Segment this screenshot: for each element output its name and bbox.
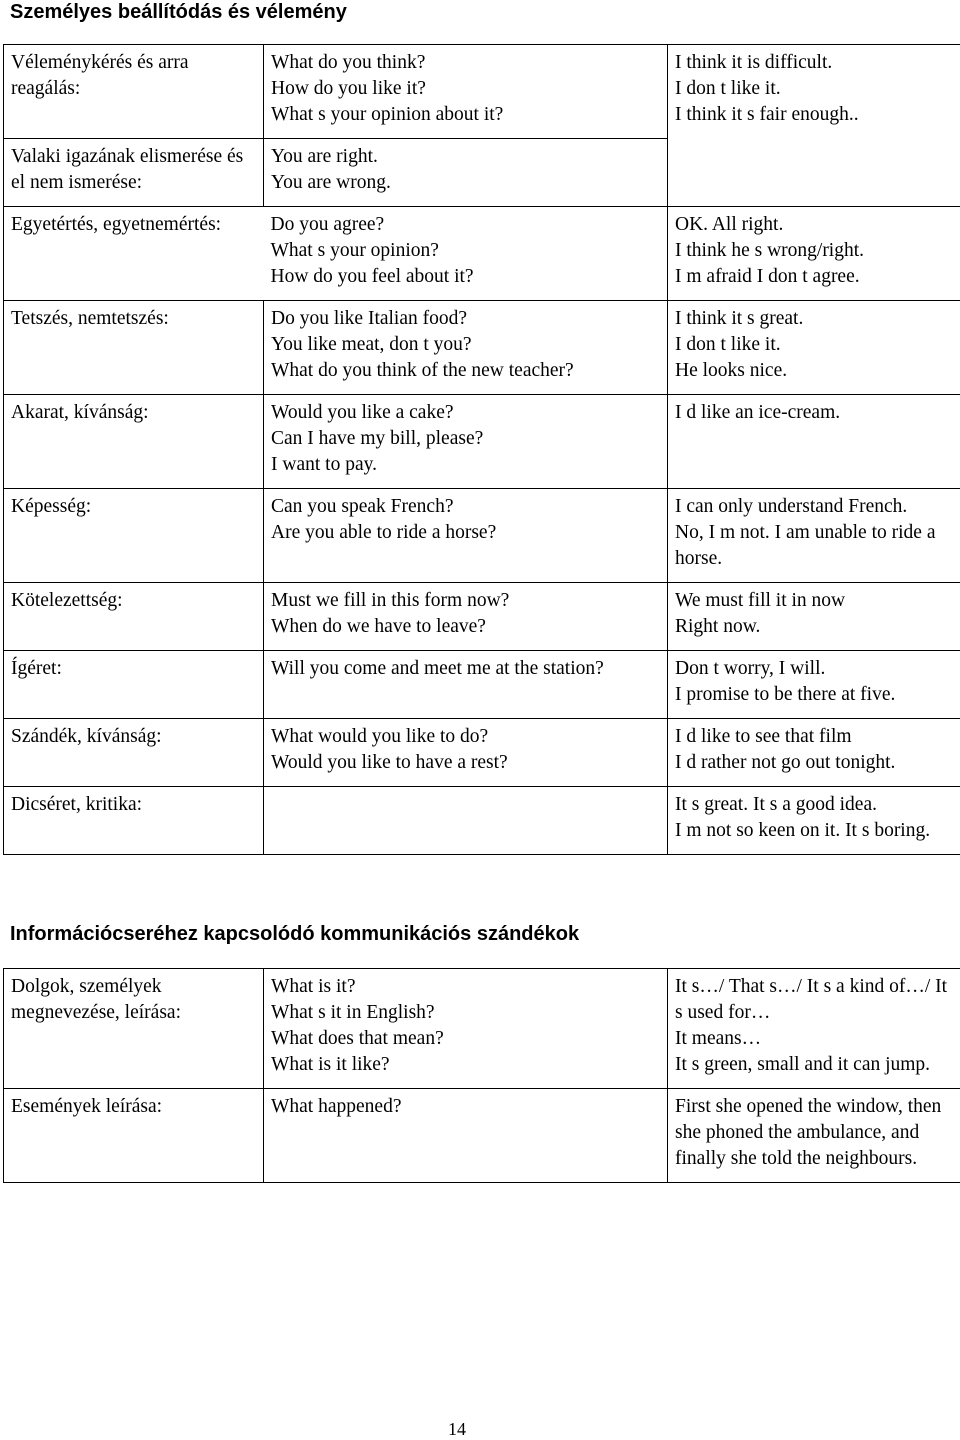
table-row xyxy=(4,651,960,719)
row-questions: Must we fill in this form now? When do we have to leave? xyxy=(264,583,668,651)
row-answers: It s…/ That s…/ It s a kind of…/ It s used for… It means… It s green, small and it can jump. xyxy=(668,969,960,1089)
section-title-attitudes: Személyes beállítódás és vélemény xyxy=(10,1,347,23)
row-questions: What happened? xyxy=(264,1089,668,1183)
row-label: Dolgok, személyek megnevezése, leírása: xyxy=(4,969,264,1089)
table-row xyxy=(4,45,960,139)
row-label: Szándék, kívánság: xyxy=(4,719,264,787)
information-table xyxy=(3,968,960,1183)
page-number: 14 xyxy=(448,1419,466,1439)
row-label: Események leírása: xyxy=(4,1089,264,1183)
row-answers: We must fill it in now Right now. xyxy=(668,583,960,651)
row-label: Kötelezettség: xyxy=(4,583,264,651)
table-row xyxy=(4,139,960,207)
section-title-information: Információcseréhez kapcsolódó kommunikációs szándékok xyxy=(10,923,580,945)
table-row xyxy=(4,719,960,787)
row-answers: First she opened the window, then she phoned the ambulance, and finally she told the neighbours. xyxy=(668,1089,960,1183)
attitudes-table xyxy=(3,44,960,855)
row-questions: What would you like to do? Would you like to have a rest? xyxy=(264,719,668,787)
table-row xyxy=(4,787,960,855)
row-questions: Do you like Italian food? You like meat, don t you? What do you think of the new teacher? xyxy=(264,301,668,395)
table-row xyxy=(4,583,960,651)
row-questions: What do you think? How do you like it? What s your opinion about it? xyxy=(264,45,668,139)
row-questions: You are right. You are wrong. xyxy=(264,139,668,207)
row-answers: Don t worry, I will. I promise to be there at five. xyxy=(668,651,960,719)
row-answers: I think it is difficult. I don t like it. I think it s fair enough.. xyxy=(668,45,960,139)
table-row xyxy=(4,301,960,395)
row-label: Valaki igazának elismerése és el nem ismerése: xyxy=(4,139,264,207)
row-label: Akarat, kívánság: xyxy=(4,395,264,489)
row-questions: Do you agree? What s your opinion? How do you feel about it? xyxy=(264,207,668,301)
row-label: Egyetértés, egyetnemértés: xyxy=(4,207,264,301)
row-questions: Would you like a cake? Can I have my bill, please? I want to pay. xyxy=(264,395,668,489)
row-answers: OK. All right. I think he s wrong/right. I m afraid I don t agree. xyxy=(668,207,960,301)
table-row xyxy=(4,395,960,489)
row-label: Véleménykérés és arra reagálás: xyxy=(4,45,264,139)
row-answers xyxy=(668,139,960,207)
row-answers: I d like to see that film I d rather not go out tonight. xyxy=(668,719,960,787)
row-label: Dicséret, kritika: xyxy=(4,787,264,855)
row-label: Ígéret: xyxy=(4,651,264,719)
table-row xyxy=(4,207,960,301)
row-answers: I d like an ice-cream. xyxy=(668,395,960,489)
row-answers: I think it s great. I don t like it. He looks nice. xyxy=(668,301,960,395)
table-row xyxy=(4,969,960,1089)
row-label: Képesség: xyxy=(4,489,264,583)
row-questions xyxy=(264,787,668,855)
row-answers: I can only understand French. No, I m not. I am unable to ride a horse. xyxy=(668,489,960,583)
table-row xyxy=(4,489,960,583)
row-answers: It s great. It s a good idea. I m not so keen on it. It s boring. xyxy=(668,787,960,855)
row-questions: Will you come and meet me at the station? xyxy=(264,651,668,719)
row-questions: Can you speak French? Are you able to ride a horse? xyxy=(264,489,668,583)
table-row xyxy=(4,1089,960,1183)
row-questions: What is it? What s it in English? What does that mean? What is it like? xyxy=(264,969,668,1089)
row-label: Tetszés, nemtetszés: xyxy=(4,301,264,395)
